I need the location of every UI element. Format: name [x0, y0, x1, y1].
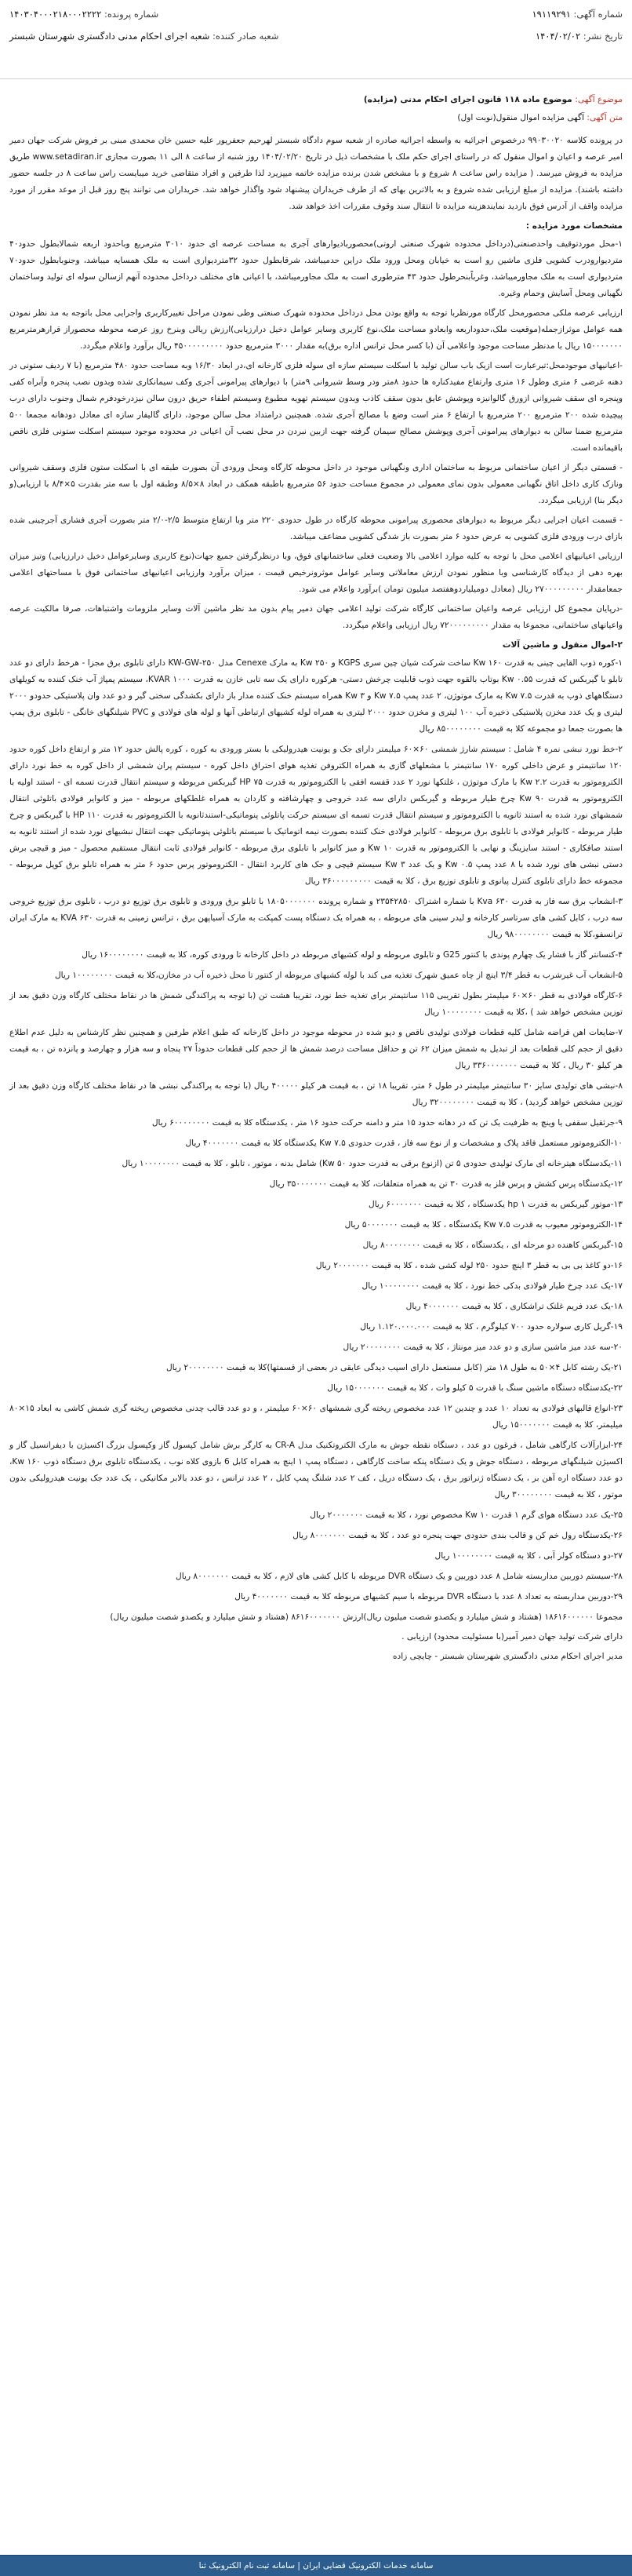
header-row-2 — [0, 22, 632, 44]
issuing-branch-value: شعبه اجرای احکام مدنی دادگستری شهرستان شبستر — [9, 31, 210, 42]
publish-date-label: تاریخ نشر: — [583, 31, 623, 42]
title-label: متن آگهی: — [587, 113, 623, 122]
publish-date — [536, 28, 623, 44]
specs-section-title: مشخصات مورد مزایده : — [525, 221, 623, 231]
notice-number — [532, 6, 623, 22]
machinery-item: ۴-کنسانتر گاز با فشار یک چهارم پوندی با کنتور G25 و تابلوی مربوطه و لوله کشیهای مربوطه در داخل کارخانه تا ورودی کوره، کلا به قیمت ۱۶۰۰۰۰۰۰۰۰ ریال — [82, 950, 623, 960]
signature: مدیر اجرای احکام مدنی دادگستری شهرستان شبستر - چایچی زاده — [392, 1652, 623, 1661]
machinery-item: ۲۴-ابزارآلات کارگاهی شامل ، فرغون دو عدد ، دستگاه نقطه جوش به مارک الکتروتکنیک مدل CR-A به کارگر برش شامل کپسول گاز وکپسول بزرگ اکسیژن با دیفرانسیل گاز و اکسیژن شیلنگهای مربوطه ، دستگاه جوش و یک دستگاه پنکه ساخت کارگاهی ، دستگاه پمپ ۱ اینچ به همراه کابل 6 بازوی کلاه نوب ، یکدستگاه تابلوی برق دستگاه ذوب ۱۶۰ Kw، دو عدد دستگاه اره آهن بر ، یک دستگاه ژنراتور برق ، یک دستگاه دریل ، کف ۲ عدد شلنگ پمپ کابل ، ۲ عدد ترانس ، دو عدد بالابر مکانیکی ، یک عدد جک یونیت هیدرولیکی بدون موتور ، کلا به قیمت ۳۰۰۰۰۰۰۰۰ ریال — [9, 1441, 623, 1499]
file-number-label: شماره پرونده: — [104, 9, 159, 20]
machinery-item: ۱۸-یک عدد فریم غلتک تراشکاری ، کلا به قیمت ۴۰۰۰۰۰۰۰ ریال — [405, 1302, 623, 1311]
notice-header — [0, 0, 632, 79]
machinery-item: ۲۲-یکدستگاه دستگاه ماشین سنگ با قدرت ۵ کیلو وات ، کلا به قیمت ۱۵۰۰۰۰۰۰۰ ریال — [327, 1383, 623, 1393]
spec-paragraph: ۱-محل موردتوقیف واحدصنعتی(درداخل محدوده شهرک صنعتی اروتی)محصوربادیوارهای آجری به مساحت عرصه ای حدود ۳۰۱۰ مترمربع وباحدود اربعه شمالابطول حدود۴۰ متردیوارودرب کشویی فلزی ماشین رو است به خیابان ومحل ورود ملک دراین حدمیباشد، شرقابطول حدود ۳۲متردیواری است به ملک همسایه میباشد، وجنوبابطول حدود۷۰ متردیواری است به ملک مجاورمیباشد، وغرباًبنحرطول حدود ۴۳ مترطوری است به ملک مجاورمیباشد، با اعیانی های مختلف درداخل محدوده آنهم ازسالن سوله ای تولید وساختمان نگهبانی ومحل آسایش وحمام وغیره. — [9, 239, 623, 298]
spec-paragraph: ارزیابی عرصه ملکی محصورمحل کارگاه مورنظربا توجه به واقع بودن محل درداخل محدوده شهرک صنعتی وطی نمودن مراحل تغییرکاربری واجرایی محل باتوجه به مد نظر نمودن همه عوامل موثرازجمله(موقعیت ملک،حدوداربعه وابعادو مساحت ملک،نوع کاربری وسایر عوامل دخیل درارزیابی)ارزش ریالی وبنرخ روز عرصه محوطه محصوراز قرارهرمترمربع ۱۵۰۰۰۰۰۰۰ ریال با مدنظر مساحت موجود واعلامی آن (با کسر محل ترانس اداره برق)به مقدار ۳۰۰۰ مترمربع حدود ۴۵۰۰۰۰۰۰۰۰۰ ریال برآورد واعلام میگردد. — [9, 308, 623, 351]
spec-paragraph: ارزیابی اعیانیهای اعلامی محل با توجه به کلیه موارد اعلامی بالا وضعیت فعلی ساختمانهای فوق، وبا درنظرگرفتن جمیع جهات(نوع کاربری وسایرعوامل دخیل درارزیابی) وتیز میزان بهره دهی از دیدگاه کارشناسی وبا منظور نمودن ارزش معاملاتی وسایر عوامل موثرونرخیص قیمت ، میزان برآورد وارزیابی اعیانیهای ساختمانی فوق با مساحتهای اعلامی جمعامقدار ۲۷۰۰۰۰۰۰۰۰۰ ریال (معادل دومیلیاردوهفتصد میلیون تومان )برآورد واعلام می شود. — [9, 552, 623, 594]
machinery-item: ۱۳-موتور گیربکس به قدرت ۱ hp یکدستگاه ، کلا به قیمت ۶۰۰۰۰۰۰۰ ریال — [369, 1200, 623, 1209]
file-number — [9, 6, 158, 22]
machinery-item: ۹-جرثقیل سقفی یا وینچ به ظرفیت یک تن که در دهانه حدود ۱۵ متر و دامنه حرکت حدود ۱۶ متر ، یکدستگاه کلا به قیمت ۶۰۰۰۰۰۰۰۰ ریال — [151, 1118, 623, 1128]
machinery-item: ۲۵-یک عدد دستگاه هوای گرم ۱ قدرت ۱۰ Kw مخصوص نورد ، کلا به قیمت ۲۰۰۰۰۰۰۰ ریال — [310, 1510, 623, 1520]
notice-title — [9, 110, 623, 126]
spec-paragraph: - قسمتی دیگر از اعیان ساختمانی مربوط به ساختمان اداری ونگهبانی موجود در داخل محوطه کارگاه ومحل ورودی آن بصورت طبقه ای با اسکلت ستون فلزی وسقف شیروانی ونازک کاری داخل اتاق نگهبانی معمولی بدون نمای معمولی در مجموع مساحت حدود ۵۶ مترمربع باطبقه همکف در ابعاد ۸×۸/۵ وطبقه اول با سه متر بقدرت ۵×۸/۴ با ارزیابی(و دیگر بنا) ارزیابی میگردد. — [9, 463, 623, 505]
machinery-item: ۲۳-انواع قالبهای فولادی به تعداد ۱۰ عدد و چندین ۱۲ عدد مخصوص ریخته گری شمشهای ۶۰×۶۰ میلیمتر ، و دو عدد قالب چدنی مخصوص ریخته گری شمش کاشی به ابعاد ۱۵×۸۰ میلیمتر، کلا به قیمت ۱۵۰۰۰۰۰۰۰ ریال — [9, 1404, 623, 1430]
intro-paragraph: در پرونده کلاسه ۹۹۰۳۰۰۲۰ درخصوص اجرائیه به واسطه اجرائیه صادره از شعبه سوم دادگاه شبستر لهرحیم جعفرپور علیه حسین خان محمدی مبنی بر فروش شرکت جهان دمیر امیر عرصه و اعیان و اموال منقول که در راستای اجرای حکم ملک با مشخصات ذیل در تاریخ ۱۴۰۴/۰۲/۲۰ روز شنبه از ساعت ۸ الی ۱۱ بصورت مجازی www.setadiran.ir طریق مزایده به فروش میرسد. ( مزایده راس ساعت ۸ شروع و با مشخص شدن برنده مزایده خاتمه میپزیرد لذا طرفین و افراد متقاضی خرید میبایست راس ساعت ۸ در جلسه حضور داشته باشند). مزایده از مبلغ ارزیابی شده شروع و به بالاترین بهای که از طرف خریداران پیشنهاد شود واگذار خواهد شد. خریداران می توانند پنج روز قبل از موعد مقرر از مورد مزایده واقف از آدرس فوق بازدید نمایندهزینه مزایده تا انتقال سند وقوف مقررات اخذ خواهد شد. — [9, 136, 623, 211]
machinery-item: ۳-انشعاب برق سه فاز به قدرت ۶۳۰ Kva با شماره اشتراک ۲۳۵۴۲۸۵۰ و شماره پرونده ۱۸۰۵۰۰۰۰۰۰۰ با تابلو برق ورودی و تابلوی برق توزیع دو درب ، تابلوی برق توزیع خروجی سه درب ، کابل کشی های سرتاسر کارخانه و لیدر سینی های مربوطه ، به همراه یک دستگاه پست کمپکت به مارک آسیاپهن برق ، ترانس زمینی به قدرت ۶۳۰ KVA به مارک ایران ترانسفو،کلا به قیمت ۹۸۰۰۰۰۰۰۰۰ ریال — [9, 897, 623, 939]
machinery-item: ۱۲-یکدستگاه پرس کشش و پرس فلز به قدرت ۳۰ تن به همراه متعلقات، کلا به قیمت ۳۵۰۰۰۰۰۰۰ ریال — [269, 1179, 623, 1189]
machinery-item: ۶-کارگاه فولادی به قطر ۶۰×۶۰ میلیمتر بطول تقریبی ۱۱۵ سانتیمتر برای تغذیه خط نورد، تقریبا هشت تن (با توجه به پراکندگی شمش ها در نقاط مختلف کارگاه وزن دقیق بعد از توزین مشخص خواهد شد ) ،کلا به قیمت ۱۰۰۰۰۰۰۰۰ ریال — [9, 991, 623, 1017]
machinery-item: ۱۱-یکدستگاه هیترخانه ای مارک تولیدی حدودی ۵ تن (ازنوع برقی به قدرت حدود ۵۰ Kw) شامل بدنه ، موتور ، تابلو ، کلا به قیمت ۱۰۰۰۰۰۰۰۰ ریال — [122, 1159, 623, 1168]
notice-number-value: ۱۹۱۱۹۲۹۱ — [532, 9, 571, 20]
spec-paragraph: -درپایان مجموع کل ارزیابی عرصه واعیان ساختمانی کارگاه شرکت تولید اعلامی جهان دمیر پیام بدون مد نظر ماشین آلات وسایر ملزومات واشتباهات، صرفا مالکیت عرصه واعیانهای ساختمانی، مجموعا به مقدار ۷۲۰۰۰۰۰۰۰۰۰ ریال ارزیابی واعلام میگردد. — [9, 604, 623, 630]
notice-subject — [9, 92, 623, 108]
machinery-item: ۲-خط نورد نبشی نمره ۴ شامل : سیستم شارژ شمشی ۶۰×۶۰ میلیمتر دارای جک و یونیت هیدرولیکی با بستر ورودی به کوره ، کوره پالش حدود ۱۲ متر و ارتفاع داخل کوره حدود ۱۲۰ سانتیمتر و عرض داخلی کوره ۱۷۰ سانتیمتر با مشعلهای گازی به همراه الکتروفن تغذیه هوای احتراق داخل کوره - سیستم پران شمشی از داخل کوره به خط نورد دارای الکتروموتور به قدرت ۲.۲ Kw با مارک موتوژن ، غلتکها نورد ۲ عدد قفسه افقی با الکتروموتور به قدرت HP ۷۵ گیربکس مربوطه و سیستم انتقال قدرت تسمه ای - استند اولیه با الکتروموتور به قدرت ۹۰ Kw چرخ طیار مربوطه و گیربکس دارای سه عدد خروجی و چهارشافته و کاردان به همراه غلطکهای مربوطه - میز و کانوایر فولادی باتلوئی انتقال شمشهای نورد شده به استند ثانویه با الکتروموتور و سیستم انتقال قدرت تسمه ای سیستم حرکت پاتلوئی پنوماتیکی-استندثانویه با الکتروموتور به قدرت ۱۱۰ HP با گیربکس و چرخ طیار مربوطه - کانوایر فولادی با تابلوی برق مربوطه - کانوایر فولادی خنک کننده بصورت نیمه اتوماتیک با سیستم باتلوئی پنوماتیکی جهت انتقال نبشیهای نورد شده از استند ثانویه به استند صافکاری - استند سایزینگ و نهایی با الکتروموتور به قدرت ۱۰ Kw و میز کانوایر با تابلوی برق مربوطه - کانوایر فولادی ثابت انتقال مستقیم محصول - میز و قیچی برش دستی نبشی های نورد شده با ۸ عدد پمپ Kw ۰.۵ و یک عدد ۳ Kw سیستم قیچی و جک های کاربرد انتقال - الکتروموتور پرس حدود ۶ متر به همراه تابلو برق کوپل مربوطه - مجموعه خط دارای تابلوی کنترل پیانوی و تابلوی توزیع برق ، کلا به قیمت ۳۶۰۰۰۰۰۰۰۰۰ ریال — [9, 745, 623, 886]
subject-label: موضوع آگهی: — [575, 95, 623, 104]
notice-number-label: شماره آگهی: — [573, 9, 623, 20]
publish-date-value: ۱۴۰۴/۰۲/۰۲ — [535, 31, 581, 42]
header-row-1 — [0, 0, 632, 22]
machinery-item: ۸-نبشی های تولیدی سایز ۳۰ سانتیمتر میلیمتر در طول ۶ متر، تقریبا ۱۸ تن ، به قیمت هر کیلو ۴۰۰۰۰۰ ریال (با توجه به پراکندگی نبشی ها در نقاط مختلف کارگاه وزن دقیق بعد از توزین مشخص خواهد گردید) ، کلا به قیمت ۳۲۰۰۰۰۰۰۰۰ ریال — [9, 1081, 623, 1107]
file-number-value: ۱۴۰۳۰۴۰۰۰۲۱۸۰۰۰۲۲۲۲ — [9, 9, 102, 20]
subject-value: موضوع ماده ۱۱۸ قانون اجرای احکام مدنی (مزایده) — [363, 95, 572, 104]
machinery-item: ۲۰-سه عدد میز ماشین سازی و دو عدد میز مونتاژ ، کلا به قیمت ۲۰۰۰۰۰۰۰۰ ریال — [343, 1343, 623, 1352]
total-value: مجموعا ۱۸۶۱۶۰۰۰۰۰۰ (هشتاد و شش میلیارد و یکصدو شصت میلیون ریال)ارزش ۸۶۱۶۰۰۰۰۰۰۰ (هشتاد و شش میلیارد و یکصدو شصت میلیون ریال) — [110, 1612, 623, 1622]
machinery-item: ۲۸-سیستم دوربین مداربسته شامل ۸ عدد دوربین و یک دستگاه DVR مربوطه با کابل کشی های لازم ، کلا به قیمت ۸۰۰۰۰۰۰۰ ریال — [176, 1572, 623, 1581]
machinery-item: ۱۶-دو کاغذ بی بی به قطر ۳ اینچ حدود ۲۵۰ لوله کشی شده ، کلا به قیمت ۲۰۰۰۰۰۰۰ ریال — [315, 1261, 623, 1270]
machinery-item: ۱۴-الکتروموتور معیوب به قدرت ۷.۵ Kw یکدستگاه ، کلا به قیمت ۵۰۰۰۰۰۰۰ ریال — [344, 1220, 623, 1230]
machinery-item: ۲۹-دوربین مداربسته به تعداد ۸ عدد با دستگاه DVR مربوطه با سیم کشیهای مربوطه کلا به قیمت ۴۰۰۰۰۰۰۰ ریال — [234, 1592, 623, 1601]
notice-body — [0, 79, 632, 1665]
machinery-item: ۱-کوره ذوب القایی چینی به قدرت ۱۶۰ Kw ساخت شرکت شیان چین سری KGPS و ۲۵۰ Kw به مارک Cenexe مدل ۲۵۰-KW-GW دارای تابلوی برق مجزا - هرخط دارای دو عدد تابلو با گیربکس که قدرت Kw ۰.۵۵ بوتاب بالقوه جهت ذوب قابلیت چرخش دستی- هرکوره دارای یک سه تابی خازن به قدرت ۱۰۰۰ KVAR، سیستم پمپاژ آب خنک کننده به کویلهای دستگاههای ذوب به قدرت ۷.۵ Kw به مارک موتوژن، ۲ عدد پمپ Kw ۷.۵ و ۳ Kw همراه سیستم خنک کننده مدار باز دارای بکشدگی سختی گیر و دو عدد وان پلاستیکی حدودو ۲۰۰۰ لیتری و یک عدد مخزن پلاستیکی ذخیره آب ۱۰۰ لیتری و مخزن حدود ۲۰۰۰ لیتری به همراه لوله کشیهای ارتباطی آنها و لوله های فولادی و PVC شیلنگهای خانگی - تابلوی برق پمپ ها بصورت جمعا دو مجموعه کلا به قیمت ۸۵۰۰۰۰۰۰۰۰ ریال — [9, 658, 623, 734]
machinery-item: ۲۱-یک رشته کابل ۴×۵۰ به طول ۱۸ متر (کابل مستعمل دارای اسپب دیدگی عایقی در بعضی از قسمتها)کلا به قیمت ۲۰۰۰۰۰۰۰۰ ریال — [165, 1363, 623, 1372]
issuing-branch — [9, 28, 278, 44]
spec-paragraph: - قسمت اعیان اجرایی دیگر مربوط به دیوارهای محصوری پیرامونی محوطه کارگاه در طول حدودی ۲۲۰ متر وبا ارتفاع متوسط ۲/۵-۲/۰ متر بصورت آجری فشاری آجرچینی شده بازای درب ورودی فلزی کشویی به عرض حدود ۶ متر بصورت باز شدگی کشویی مضاعف میباشد. — [9, 516, 623, 541]
machinery-item: ۱۵-گیربکس کاهنده دو مرحله ای ، یکدستگاه ، کلا به قیمت ۸۰۰۰۰۰۰۰۰ ریال — [362, 1241, 623, 1250]
site-footer — [0, 2555, 632, 2576]
footer-text: سامانه خدمات الکترونیک قضایی ایران | سامانه ثبت نام الکترونیک ثنا — [198, 2561, 434, 2571]
issuing-branch-label: شعبه صادر کننده: — [212, 31, 279, 42]
machinery-item: ۱۰-الکتروموتور مستعمل فاقد پلاک و مشخصات و از نوع سه فاز ، قدرت حدودی ۷.۵ Kw یکدستگاه کلا به قیمت ۴۰۰۰۰۰۰۰ ریال — [185, 1139, 623, 1148]
machinery-item: ۱۹-گریل کاری سولاره حدود ۷۰۰ کیلوگرم ، کلا به قیمت ۱.۱۲۰.۰۰۰.۰۰۰ ریال — [360, 1322, 623, 1332]
machinery-item: ۲۶-یکدستگاه رول خم کن و قالب بندی حدودی جهت پنجره دو عدد ، کلا به قیمت ۸۰۰۰۰۰۰۰ ریال — [292, 1531, 623, 1540]
spec-paragraph: -اعیانیهای موجودمحل:تیرعبارت است ازیک باب سالن تولید با اسکلت سیستم سازه ای سوله فلزی کارخانه ای،در ابعاد ۱۶/۳۰ وبه مساحت حدود ۴۸۰ مترمربع (با ۷ ردیف ستونی در دهنه عرضی ۶ متری وطول ۱۶ متری وارتفاع مفیدکناره ها حدود ۸متر ودر وسط شیروانی ۹متر) با دیوارهای پیرامونی آجری وکف سیمانکاری شده وبدون نصب پنجره وآبراه کفی وپنجره ای سقف شیروانی ازورق گالوانیزه وپوشش عایق بدون سقف کاذب وبدون سیستم تهویه مطبوع وسیستم اطفاء حریق درون سالن نیزدرخودفرم شمال وجنوب دارای درب پیچیده شده ۲۰۰ مترمربع ۲۰۰ مترمربع با ارتفاع ۶ متر است وضع با مصالح آجری شده. همچنین درامتداد محل سالن موجود، دارای گالیفار سازه ای معادل دودهانه مجمعا ۵۰۰ مترمربع ضمنا سالن به دیوارهای پیرامونی آجری وپوشش مصالح سیمان گرفته جهت ازبین نبردن در محل نصب آن اعیانی در محدوده موجود سیستم اسکلت ستونی فلزی ناقص باقیمانده است. — [9, 361, 623, 453]
machinery-item: ۱۷-یک عدد چرخ طیار فولادی بدکی خط نورد ، کلا به قیمت ۱۰۰۰۰۰۰۰۰ ریال — [361, 1281, 623, 1291]
machinery-section-title: ۲-اموال منقول و ماشین آلات — [502, 640, 623, 650]
machinery-item: ۵-انشعاب آب غیرشرب به قطر ۳/۴ اینچ از چاه عمیق شهرک تغذیه می کند با لوله کشیهای مربوطه از کنتور تا محل ذخیره آب در مخازن،کلا به قیمت ۱۰۰۰۰۰۰۰۰ ریال — [54, 971, 623, 980]
title-value: آگهی مزایده اموال منقول(نوبت اول) — [457, 113, 585, 122]
owner-line: دارای شرکت تولید جهان دمیر آمیر(با مسئولیت محدود) ارزیابی . — [401, 1632, 623, 1641]
machinery-item: ۲۷-دو دستگاه کولر آبی ، کلا به قیمت ۱۰۰۰۰۰۰۰۰ ریال — [434, 1551, 623, 1561]
machinery-item: ۷-ضایعات اهن قراضه شامل کلیه قطعات فولادی تولیدی ناقص و دپو شده در محوطه موجود در داخل کارخانه که طبق اعلام طرفین و همچنین نظر کارشناس به دلیل عدم اطلاع دقیق از حجم کلی قطعات بعد از تبدیل به شمش میزان ۶۲ تن و حداقل مساحت درصد شمش ها از حجم کلی قطعات حدوداً ۲۷ پنجاه و سه هزار و چهارصد و پانزده تن ، به قیمت هر کیلو ۳۰ ریال ، کلا به قیمت ۳۳۶۰۰۰۰۰۰۰ ریال — [9, 1028, 623, 1070]
